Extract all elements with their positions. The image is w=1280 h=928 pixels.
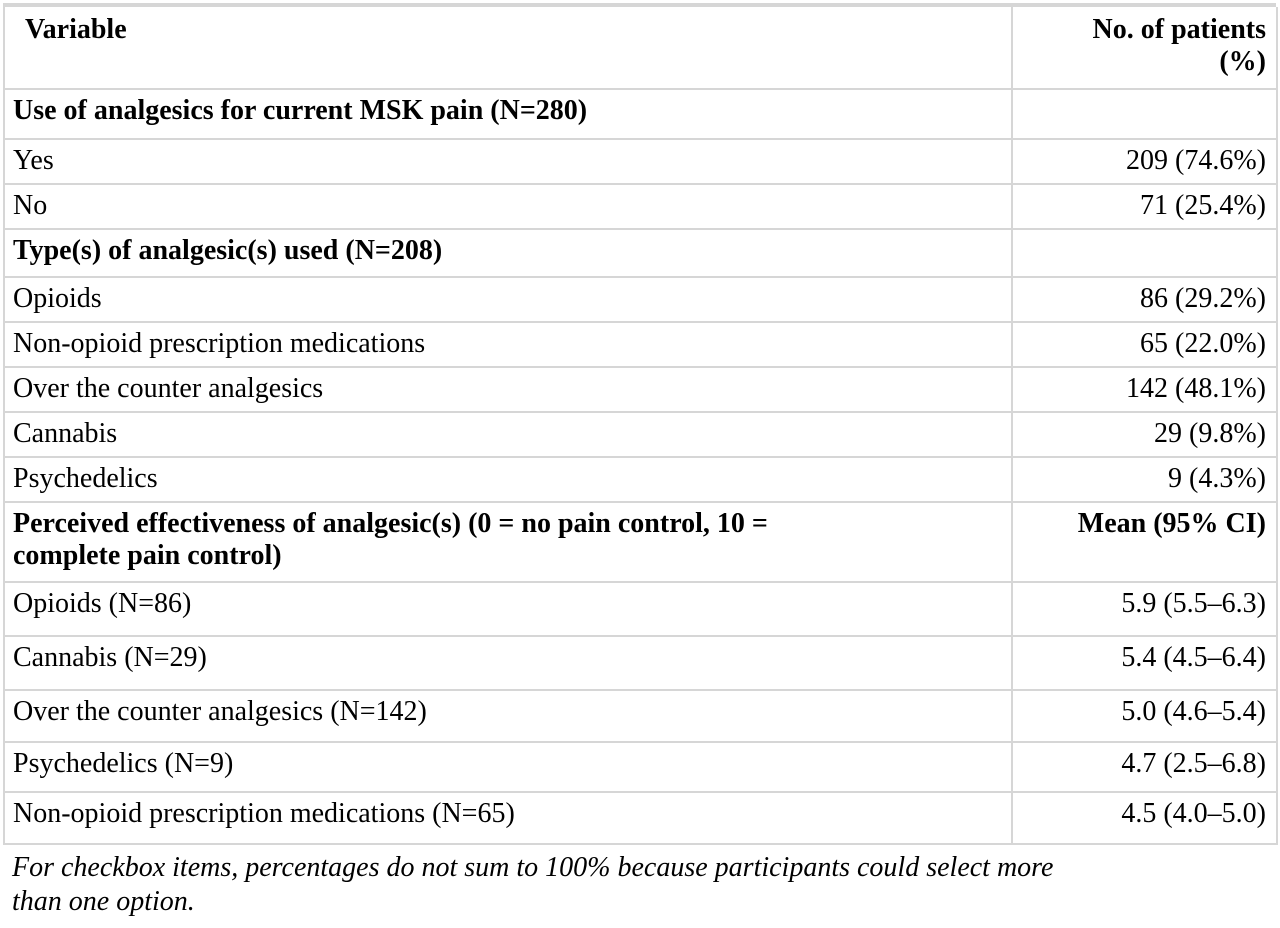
row-label: No bbox=[4, 184, 1012, 229]
row-value: 209 (74.6%) bbox=[1012, 139, 1277, 184]
section-title bbox=[4, 502, 1012, 582]
row-label: Non-opioid prescription medications bbox=[4, 322, 1012, 367]
header-patients-line1: No. of patients bbox=[1092, 14, 1266, 45]
row-value: 9 (4.3%) bbox=[1012, 457, 1277, 502]
section-header-row bbox=[4, 502, 1277, 582]
row-label: Opioids bbox=[4, 277, 1012, 322]
row-label: Psychedelics bbox=[4, 457, 1012, 502]
row-value: 86 (29.2%) bbox=[1012, 277, 1277, 322]
row-value: 29 (9.8%) bbox=[1012, 412, 1277, 457]
row-label: Psychedelics (N=9) bbox=[4, 742, 1012, 792]
table-row bbox=[4, 690, 1277, 742]
section-value-header bbox=[1012, 229, 1277, 277]
results-table bbox=[3, 7, 1278, 845]
footnote-line1: For checkbox items, percentages do not sum to 100% because participants could select more bbox=[12, 852, 1054, 883]
table-row bbox=[4, 184, 1277, 229]
table-row bbox=[4, 792, 1277, 844]
table-row bbox=[4, 582, 1277, 636]
row-label: Non-opioid prescription medications (N=65) bbox=[4, 792, 1012, 844]
table-row bbox=[4, 139, 1277, 184]
row-label: Over the counter analgesics bbox=[4, 367, 1012, 412]
footnote-line2: than one option. bbox=[12, 886, 195, 917]
table-row bbox=[4, 636, 1277, 690]
row-value: 4.7 (2.5–6.8) bbox=[1012, 742, 1277, 792]
section-value-header bbox=[1012, 89, 1277, 139]
table-row bbox=[4, 322, 1277, 367]
row-label: Opioids (N=86) bbox=[4, 582, 1012, 636]
row-value: 5.4 (4.5–6.4) bbox=[1012, 636, 1277, 690]
table-row bbox=[4, 412, 1277, 457]
row-value: 5.9 (5.5–6.3) bbox=[1012, 582, 1277, 636]
table-row bbox=[4, 457, 1277, 502]
row-value: 4.5 (4.0–5.0) bbox=[1012, 792, 1277, 844]
results-table-frame bbox=[3, 3, 1276, 845]
row-label: Yes bbox=[4, 139, 1012, 184]
row-label: Cannabis (N=29) bbox=[4, 636, 1012, 690]
row-value: 65 (22.0%) bbox=[1012, 322, 1277, 367]
table-header-row bbox=[4, 7, 1277, 89]
section-title-line2: complete pain control) bbox=[13, 540, 282, 571]
section-header-row bbox=[4, 229, 1277, 277]
section-title: Type(s) of analgesic(s) used (N=208) bbox=[4, 229, 1012, 277]
header-patients-line2: (%) bbox=[1219, 46, 1266, 77]
header-patients bbox=[1012, 7, 1277, 89]
row-label: Cannabis bbox=[4, 412, 1012, 457]
row-value: 5.0 (4.6–5.4) bbox=[1012, 690, 1277, 742]
table-footnote bbox=[12, 851, 1274, 919]
header-variable: Variable bbox=[4, 7, 1012, 89]
section-value-header: Mean (95% CI) bbox=[1012, 502, 1277, 582]
table-row bbox=[4, 367, 1277, 412]
section-title: Use of analgesics for current MSK pain (N=280) bbox=[4, 89, 1012, 139]
row-label: Over the counter analgesics (N=142) bbox=[4, 690, 1012, 742]
section-title-line1: Perceived effectiveness of analgesic(s) (0 = no pain control, 10 = bbox=[13, 508, 768, 539]
row-value: 142 (48.1%) bbox=[1012, 367, 1277, 412]
section-header-row bbox=[4, 89, 1277, 139]
table-row bbox=[4, 742, 1277, 792]
table-row bbox=[4, 277, 1277, 322]
row-value: 71 (25.4%) bbox=[1012, 184, 1277, 229]
